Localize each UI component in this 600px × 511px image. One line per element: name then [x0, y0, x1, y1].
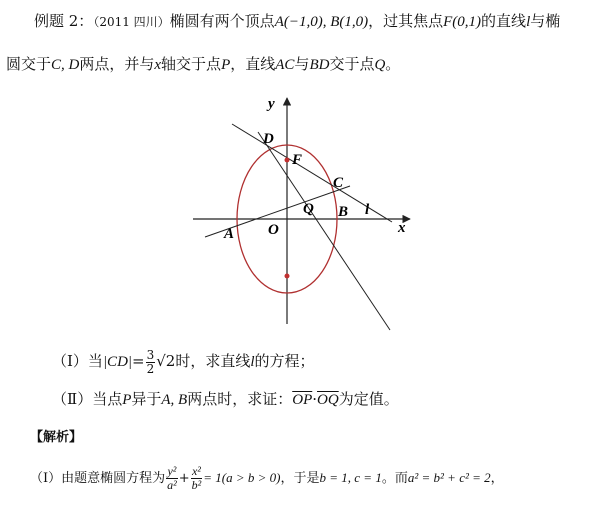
problem-line-1 [34, 10, 560, 31]
problem-title: 例题 2： [34, 12, 94, 30]
frac-den: a² [167, 478, 177, 492]
text: 的直线 [481, 12, 527, 30]
math-sqrt2: √2 [156, 352, 176, 370]
label-x: x [398, 220, 406, 236]
text: ，过其焦点 [368, 12, 444, 30]
focus-point-upper [285, 158, 290, 163]
text: 为定值。 [338, 390, 399, 408]
math-l: l [526, 14, 531, 30]
frac-num: y² [167, 464, 177, 478]
label-d: D [263, 131, 274, 147]
math-cd: C, D [51, 57, 80, 73]
math-bd: BD [309, 57, 330, 73]
question-2 [52, 388, 399, 409]
math-plus: + [178, 471, 190, 486]
vector-op: $\overline{OP}$ [292, 392, 313, 408]
question-1 [52, 344, 315, 379]
text: 。而 [381, 471, 408, 486]
text: ， [490, 471, 504, 486]
text: 交于点 [329, 55, 375, 73]
text: （Ⅰ）由题意椭圆方程为 [30, 471, 166, 486]
label-a: A [224, 226, 235, 242]
text: 椭圆有两个顶点 [169, 12, 275, 30]
frac-den: b² [191, 478, 202, 492]
math-eq: = [132, 352, 145, 370]
problem-line-2 [6, 53, 400, 74]
fraction-y2-a2 [166, 465, 178, 492]
text: 轴交于点 [161, 55, 222, 73]
ellipse-figure [0, 92, 600, 332]
text: 两点时，求证： [187, 390, 293, 408]
text: 与 [294, 55, 310, 73]
text: 时，求直线 [175, 352, 251, 370]
q1-number: （Ⅰ）当 [52, 352, 103, 370]
text: 。 [385, 55, 401, 73]
math-abs-cd: |CD| [102, 354, 133, 370]
label-y: y [268, 96, 275, 112]
math-x: x [154, 57, 162, 73]
math-dot: · [312, 390, 318, 408]
math-bc: b = 1, c = 1 [319, 470, 382, 485]
frac-num: x² [191, 464, 201, 478]
math-p: P [122, 392, 132, 408]
label-q: Q [303, 201, 314, 217]
fraction-3-2 [146, 349, 156, 376]
label-o: O [268, 222, 279, 238]
label-b: B [338, 204, 349, 220]
frac-den: 2 [146, 361, 155, 376]
text: ，于是 [280, 471, 320, 486]
math-ab: A, B [161, 392, 188, 408]
vector-oq: $\overline{OQ}$ [317, 392, 339, 408]
math-ac: AC [275, 57, 295, 73]
frac-num: 3 [146, 347, 155, 362]
text: 圆交于 [6, 55, 52, 73]
label-f: F [292, 152, 303, 168]
label-c: C [333, 175, 344, 191]
analysis-header: 【解析】 [30, 430, 83, 445]
text: ，直线 [230, 55, 276, 73]
problem-source: （2011 四川） [93, 15, 170, 29]
math-p: P [221, 57, 231, 73]
math-l: l [250, 354, 255, 370]
text: 的方程； [254, 352, 315, 370]
q2-number: （Ⅱ）当点 [52, 390, 123, 408]
math-eq-condition: = 1(a > b > 0) [203, 470, 281, 485]
math-vertices: A(−1,0), B(1,0) [274, 14, 369, 30]
math-q: Q [374, 57, 386, 73]
text: 与椭 [530, 12, 561, 30]
solution-1 [30, 462, 504, 495]
focus-point-lower [285, 274, 290, 279]
text: 异于 [131, 390, 162, 408]
label-l: l [365, 202, 370, 218]
math-a2: a² = b² + c² = 2 [407, 470, 491, 485]
text: 两点，并与 [79, 55, 155, 73]
math-focus: F(0,1) [443, 14, 482, 30]
fraction-x2-b2 [191, 465, 203, 492]
